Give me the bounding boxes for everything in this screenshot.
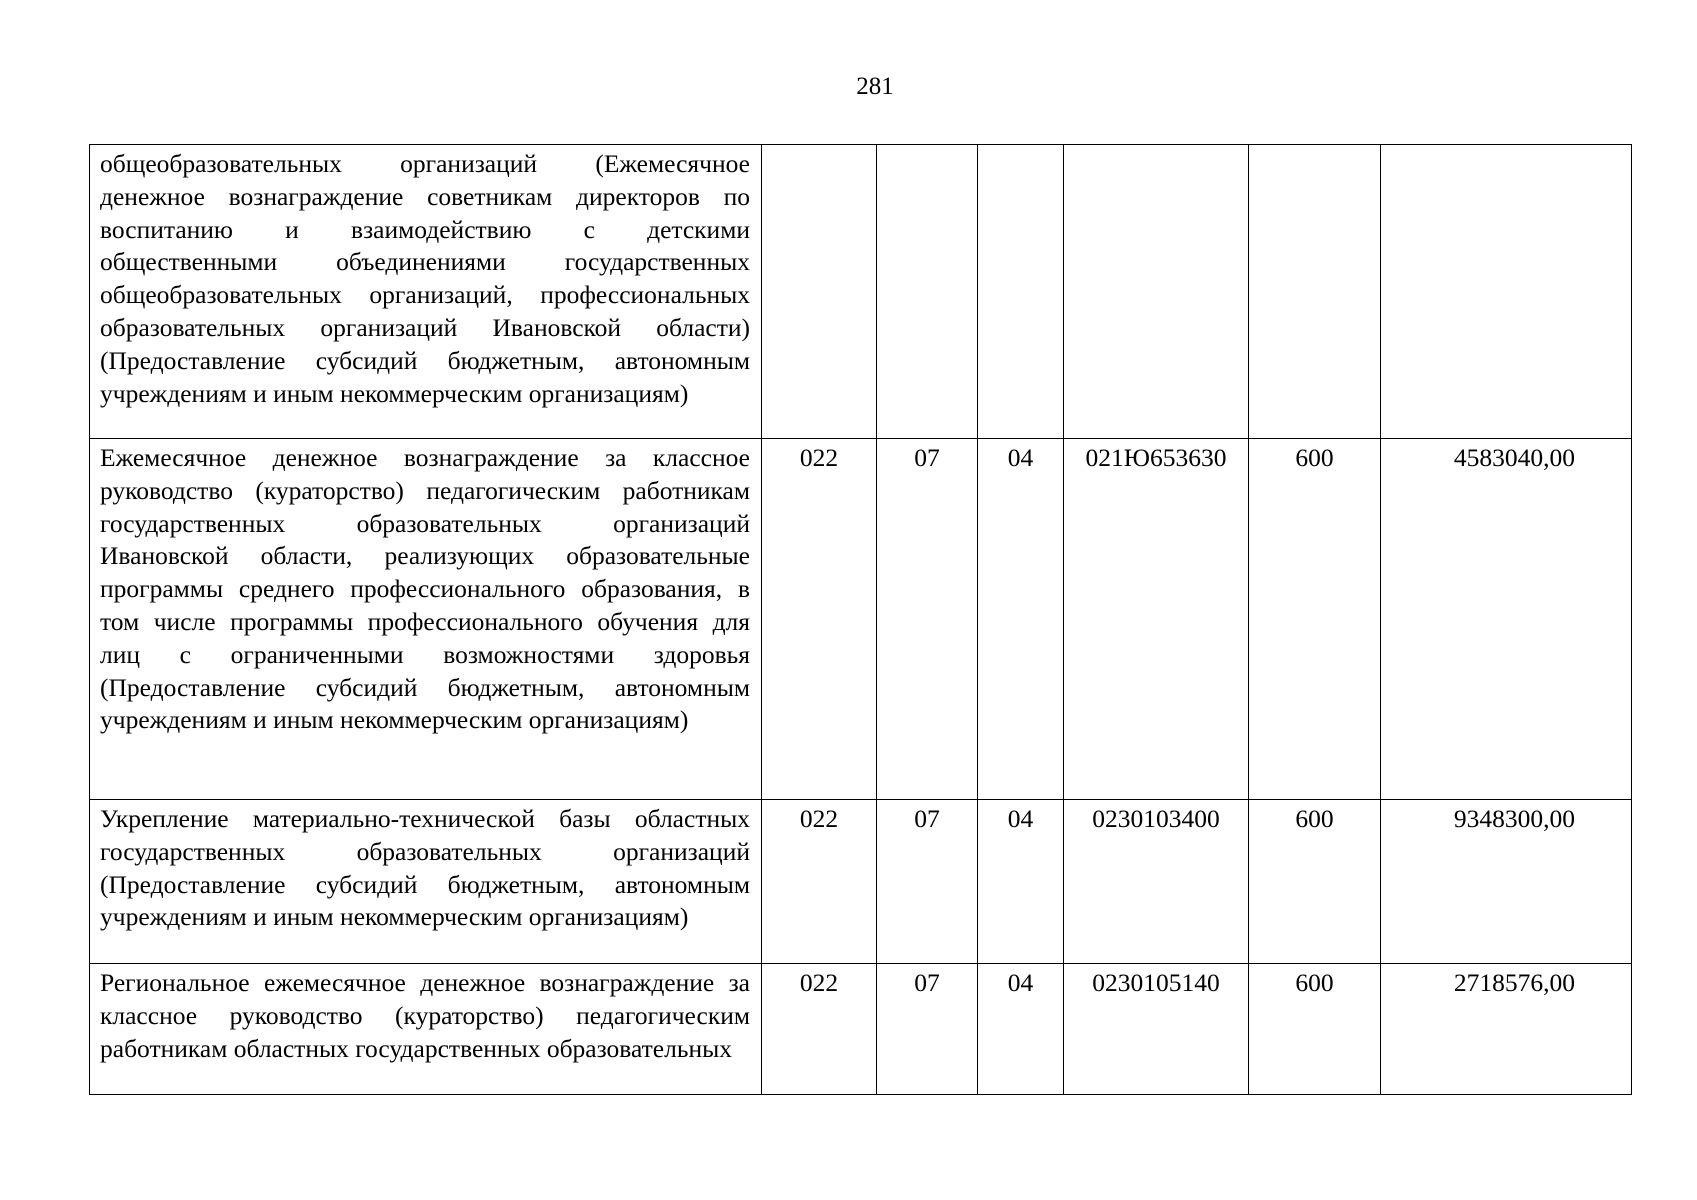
row-description: общеобразовательных организаций (Ежемесячное денежное вознаграждение советникам директоров по воспитанию и взаимодействию с детскими общественными объединениями государственных общеобразовательных организаций, профессиональных образовательных организаций Ивановской области) (Предоставление субсидий бюджетным, автономным учреждениям и иным некоммерческим организациям) xyxy=(90,145,762,439)
section-code: 07 xyxy=(877,964,978,1095)
expense-type-code: 600 xyxy=(1249,800,1381,964)
row-description: Ежемесячное денежное вознаграждение за классное руководство (кураторство) педагогическим работникам государственных образовательных организаций Ивановской области, реализующих образовательные программы среднего профессионального образования, в том числе программы профессионального обучения для лиц с ограниченными возможностями здоровья (Предоставление субсидий бюджетным, автономным учреждениям и иным некоммерческим организациям) xyxy=(90,439,762,800)
expense-type-code: 600 xyxy=(1249,964,1381,1095)
page-number: 281 xyxy=(856,73,894,100)
table-row xyxy=(90,439,1632,800)
ministry-code: 022 xyxy=(762,800,877,964)
ministry-code: 022 xyxy=(762,964,877,1095)
expense-type-code: 600 xyxy=(1249,439,1381,800)
table-row xyxy=(90,800,1632,964)
amount: 9348300,00 xyxy=(1381,800,1632,964)
amount: 2718576,00 xyxy=(1381,964,1632,1095)
amount: 4583040,00 xyxy=(1381,439,1632,800)
row-description: Региональное ежемесячное денежное вознаграждение за классное руководство (кураторство) педагогическим работникам областных государственных образовательных xyxy=(90,964,762,1095)
section-code xyxy=(877,145,978,439)
ministry-code xyxy=(762,145,877,439)
section-code: 07 xyxy=(877,439,978,800)
subsection-code: 04 xyxy=(978,964,1064,1095)
amount xyxy=(1381,145,1632,439)
budget-table xyxy=(89,144,1632,1095)
target-article-code: 0230103400 xyxy=(1064,800,1249,964)
ministry-code: 022 xyxy=(762,439,877,800)
table-row xyxy=(90,964,1632,1095)
expense-type-code xyxy=(1249,145,1381,439)
row-description: Укрепление материально-технической базы областных государственных образовательных организаций (Предоставление субсидий бюджетным, автономным учреждениям и иным некоммерческим организациям) xyxy=(90,800,762,964)
section-code: 07 xyxy=(877,800,978,964)
target-article-code xyxy=(1064,145,1249,439)
subsection-code: 04 xyxy=(978,800,1064,964)
table-row xyxy=(90,145,1632,439)
subsection-code xyxy=(978,145,1064,439)
target-article-code: 021Ю653630 xyxy=(1064,439,1249,800)
subsection-code: 04 xyxy=(978,439,1064,800)
target-article-code: 0230105140 xyxy=(1064,964,1249,1095)
